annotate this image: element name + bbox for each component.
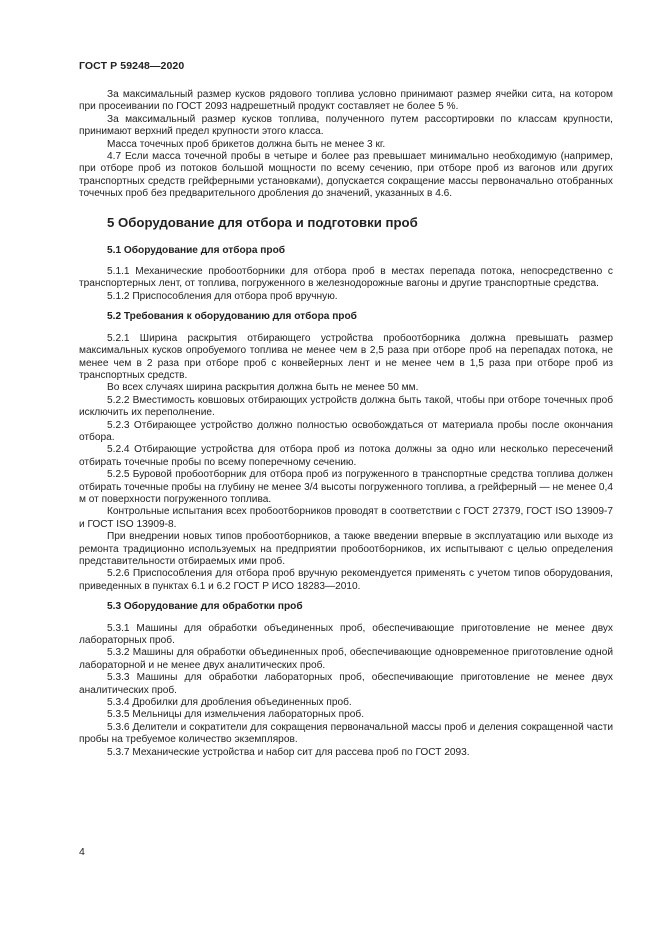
paragraph: 5.3.3 Машины для обработки лабораторных проб, обеспечивающие приготовление не менее двух аналитических проб. bbox=[79, 672, 613, 696]
paragraph: 5.2.5 Буровой пробоотборник для отбора проб из погруженного в транспортные средства топлива должен отбирать точечные пробы на глубину не менее 3/4 высоты погруженного топлива, а грейферный — не менее 0,4 м от поверхности погруженного топлива. bbox=[79, 469, 613, 505]
paragraph: 5.1.1 Механические пробоотборники для отбора проб в местах перепада потока, непосредственно с транспортерных лент, от топлива, погруженного в железнодорожные вагоны и другие транспортные средства. bbox=[79, 266, 613, 290]
subsection-heading: 5.3 Оборудование для обработки проб bbox=[107, 601, 303, 613]
paragraph: 5.2.4 Отбирающие устройства для отбора проб из потока должны за одно или несколько пересечений отбирать точечные пробы по всему поперечному сечению. bbox=[79, 444, 613, 468]
paragraph: 5.3.1 Машины для обработки объединенных проб, обеспечивающие приготовление не менее двух лабораторных проб. bbox=[79, 622, 613, 647]
paragraph: Масса точечных проб брикетов должна быть не менее 3 кг. bbox=[107, 138, 386, 150]
page-number: 4 bbox=[79, 846, 85, 858]
paragraph: 5.2.2 Вместимость ковшовых отбирающих устройств должна быть такой, чтобы при отборе точечных проб исключить их переполнение. bbox=[79, 394, 613, 419]
section-heading: 5 Оборудование для отбора и подготовки проб bbox=[107, 214, 418, 230]
paragraph: 5.3.5 Мельницы для измельчения лабораторных проб. bbox=[107, 709, 365, 721]
paragraph: 4.7 Если масса точечной пробы в четыре и более раз превышает минимально необходимую (например, при отборе проб из потоков большой мощности по всему сечению, при отборе проб из вагонов или других транспортных средств грейферными установками), допускается сокращение массы первоначально отобранных точечных проб без предварительного дробления до значений, указанных в 4.6. bbox=[79, 151, 613, 200]
subsection-heading: 5.1 Оборудование для отбора проб bbox=[107, 244, 286, 256]
paragraph: 5.3.7 Механические устройства и набор сит для рассева проб по ГОСТ 2093. bbox=[107, 746, 470, 758]
paragraph: Во всех случаях ширина раскрытия должна быть не менее 50 мм. bbox=[107, 382, 419, 394]
paragraph: За максимальный размер кусков топлива, полученного путем рассортировки по классам крупности, принимают верхний предел крупности этого класса. bbox=[79, 113, 613, 138]
paragraph: 5.3.6 Делители и сократители для сокращения первоначальной массы проб и деления сокращенной части пробы на требуемое количество экземпляров. bbox=[79, 721, 613, 746]
paragraph: 5.2.6 Приспособления для отбора проб вручную рекомендуется применять с учетом типов оборудования, приведенных в пунктах 6.1 и 6.2 ГОСТ Р ИСО 18283—2010. bbox=[79, 568, 613, 592]
paragraph: За максимальный размер кусков рядового топлива условно принимают размер ячейки сита, на котором при просеивании по ГОСТ 2093 надрешетный продукт составляет не более 5 %. bbox=[79, 89, 613, 113]
paragraph: 5.3.4 Дробилки для дробления объединенных проб. bbox=[107, 697, 352, 709]
paragraph: 5.2.3 Отбирающее устройство должно полностью освобождаться от материала пробы после окончания отбора. bbox=[79, 419, 613, 443]
paragraph: Контрольные испытания всех пробоотборников проводят в соответствии с ГОСТ 27379, ГОСТ ISO 13909-7 и ГОСТ ISO 13909-8. bbox=[79, 506, 613, 530]
page-body bbox=[79, 89, 613, 759]
document-header: ГОСТ Р 59248—2020 bbox=[79, 60, 185, 72]
paragraph: 5.1.2 Приспособления для отбора проб вручную. bbox=[107, 290, 338, 302]
subsection-heading: 5.2 Требования к оборудованию для отбора проб bbox=[107, 311, 357, 323]
paragraph: 5.3.2 Машины для обработки объединенных проб, обеспечивающие одновременное приготовление одной лабораторной и не менее двух аналитических проб. bbox=[79, 647, 613, 671]
paragraph: При внедрении новых типов пробоотборников, а также введении впервые в эксплуатацию или выходе из ремонта традиционно используемых на предприятии пробоотборников, их испытывают с целью определения представительности отбираемых ими проб. bbox=[79, 531, 613, 567]
paragraph: 5.2.1 Ширина раскрытия отбирающего устройства пробоотборника должна превышать размер максимальных кусков опробуемого топлива не менее чем в 2,5 раза при отборе проб на перепадах потока, не менее чем в 2 раза при отборе проб с конвейерных лент и не менее чем в 1,5 раза при отборе проб из транспортных средств. bbox=[79, 332, 613, 381]
